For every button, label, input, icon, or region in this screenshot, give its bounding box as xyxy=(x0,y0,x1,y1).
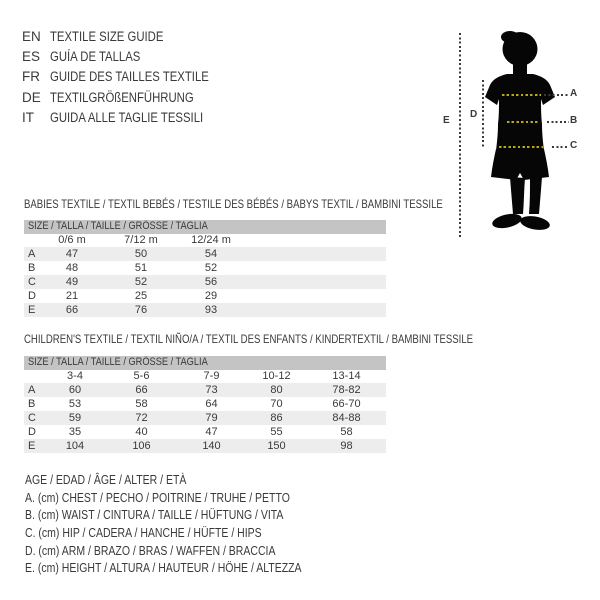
cell-value: 60 xyxy=(68,384,82,396)
cell-value: 59 xyxy=(68,412,82,424)
waist-leader-line-b xyxy=(547,121,569,123)
babies-size-table xyxy=(24,220,386,317)
table-row xyxy=(24,303,386,317)
language-row xyxy=(22,67,239,87)
table-row xyxy=(24,383,386,397)
babies-section-title: BABIES TEXTILE / TEXTIL BEBÉS / TESTILE DES BÉBÉS / BABYS TEXTIL / BAMBINI TESSILE xyxy=(24,197,443,211)
cell-value: 21 xyxy=(65,290,79,302)
cell-value: 58 xyxy=(340,426,353,438)
measurement-legend xyxy=(25,472,354,578)
cell-value: 66-70 xyxy=(332,398,361,410)
language-row xyxy=(22,87,239,107)
cell-value: 76 xyxy=(134,304,148,316)
cell-value: 29 xyxy=(204,290,218,302)
cell-value: 55 xyxy=(270,426,283,438)
table-row xyxy=(24,247,386,261)
children-column-header-row xyxy=(24,370,386,384)
cell-value: 25 xyxy=(134,290,148,302)
waist-measure-line-b xyxy=(507,121,539,123)
cell-value: 73 xyxy=(205,384,218,396)
row-label: A xyxy=(28,384,36,396)
cell-value: 53 xyxy=(68,398,82,410)
language-label: GUIDA ALLE TAGLIE TESSILI xyxy=(50,110,204,126)
arm-measure-line-d xyxy=(482,80,484,147)
language-code: DE xyxy=(22,89,41,105)
cell-value: 52 xyxy=(204,262,218,274)
cell-value: 140 xyxy=(202,440,221,452)
legend-line-hip: C. (cm) HIP / CADERA / HANCHE / HÜFTE / HIPS xyxy=(25,526,262,541)
cell-value: 48 xyxy=(65,262,79,274)
table-row xyxy=(24,425,386,439)
column-header: 3-4 xyxy=(67,369,83,382)
cell-value: 51 xyxy=(134,262,148,274)
marker-label-d: D xyxy=(470,109,478,120)
cell-value: 66 xyxy=(135,384,148,396)
column-header: 10-12 xyxy=(262,369,291,382)
marker-label-c: C xyxy=(570,140,578,151)
cell-value: 35 xyxy=(68,426,82,438)
language-code: IT xyxy=(22,110,34,126)
corner-cell xyxy=(24,370,44,384)
marker-label-b: B xyxy=(570,115,578,126)
cell-value: 150 xyxy=(267,440,286,452)
chest-measure-line-a xyxy=(502,94,541,96)
cell-value: 47 xyxy=(205,426,218,438)
cell-value: 56 xyxy=(204,276,218,288)
table-row xyxy=(24,289,386,303)
row-label: A xyxy=(28,248,36,260)
cell-value: 54 xyxy=(204,248,218,260)
cell-value: 49 xyxy=(65,276,79,288)
babies-column-header-row xyxy=(24,234,386,248)
row-label: D xyxy=(28,290,36,302)
table-row xyxy=(24,261,386,275)
cell-value: 66 xyxy=(65,304,79,316)
column-header: 5-6 xyxy=(133,369,150,382)
cell-value: 47 xyxy=(65,248,79,260)
hip-leader-line-c xyxy=(552,146,569,148)
language-list xyxy=(22,26,239,128)
column-header: 12/24 m xyxy=(191,233,231,246)
language-label: GUÍA DE TALLAS xyxy=(50,49,141,65)
marker-label-a: A xyxy=(570,88,578,99)
cell-value: 50 xyxy=(134,248,148,260)
table-row xyxy=(24,411,386,425)
table-row xyxy=(24,397,386,411)
language-row xyxy=(22,46,239,66)
corner-cell xyxy=(24,234,44,248)
column-header: 0/6 m xyxy=(58,233,86,246)
row-label: C xyxy=(28,412,36,424)
cell-value: 80 xyxy=(270,384,283,396)
row-label: C xyxy=(28,276,36,288)
language-code: EN xyxy=(22,28,41,44)
table-row xyxy=(24,275,386,289)
column-header: 7/12 m xyxy=(124,233,158,246)
children-section-title: CHILDREN'S TEXTILE / TEXTIL NIÑO/A / TEXTIL DES ENFANTS / KINDERTEXTIL / BAMBINI TESSILE xyxy=(24,332,474,346)
language-row xyxy=(22,26,239,46)
language-label: GUIDE DES TAILLES TEXTILE xyxy=(50,69,209,85)
column-header: 13-14 xyxy=(332,369,361,382)
cell-value: 104 xyxy=(65,440,85,452)
children-size-header-bar: SIZE / TALLA / TAILLE / GRÖSSE / TAGLIA xyxy=(24,356,386,370)
row-label: E xyxy=(28,304,36,316)
cell-value: 93 xyxy=(204,304,218,316)
children-size-table xyxy=(24,356,386,453)
legend-line-waist: B. (cm) WAIST / CINTURA / TAILLE / HÜFTUNG / VITA xyxy=(25,508,284,523)
cell-value: 70 xyxy=(270,398,283,410)
language-label: TEXTILGRÖßENFÜHRUNG xyxy=(50,89,194,105)
marker-label-e: E xyxy=(443,115,450,126)
legend-line-chest: A. (cm) CHEST / PECHO / POITRINE / TRUHE / PETTO xyxy=(25,490,290,505)
column-header: 7-9 xyxy=(203,369,220,382)
cell-value: 52 xyxy=(134,276,148,288)
cell-value: 58 xyxy=(135,398,148,410)
table-row xyxy=(24,439,386,453)
cell-value: 40 xyxy=(135,426,148,438)
legend-line-height: E. (cm) HEIGHT / ALTURA / HAUTEUR / HÖHE / ALTEZZA xyxy=(25,561,302,576)
row-label: B xyxy=(28,398,36,410)
cell-value: 98 xyxy=(340,440,353,452)
language-label: TEXTILE SIZE GUIDE xyxy=(50,28,164,44)
cell-value: 84-88 xyxy=(332,412,361,424)
babies-size-header-bar: SIZE / TALLA / TAILLE / GRÖSSE / TAGLIA xyxy=(24,220,386,234)
cell-value: 78-82 xyxy=(332,384,361,396)
cell-value: 79 xyxy=(205,412,218,424)
row-label: B xyxy=(28,262,36,274)
language-code: FR xyxy=(22,69,40,85)
cell-value: 86 xyxy=(270,412,283,424)
language-code: ES xyxy=(22,49,41,65)
cell-value: 72 xyxy=(135,412,148,424)
row-label: D xyxy=(28,426,36,438)
chest-leader-line-a xyxy=(544,94,569,96)
language-row xyxy=(22,108,239,128)
cell-value: 64 xyxy=(205,398,218,410)
row-label: E xyxy=(28,440,36,452)
legend-line-arm: D. (cm) ARM / BRAZO / BRAS / WAFFEN / BRACCIA xyxy=(25,543,276,558)
legend-line-age: AGE / EDAD / ÂGE / ALTER / ETÀ xyxy=(25,473,187,487)
cell-value: 106 xyxy=(132,440,151,452)
hip-measure-line-c xyxy=(499,146,543,148)
